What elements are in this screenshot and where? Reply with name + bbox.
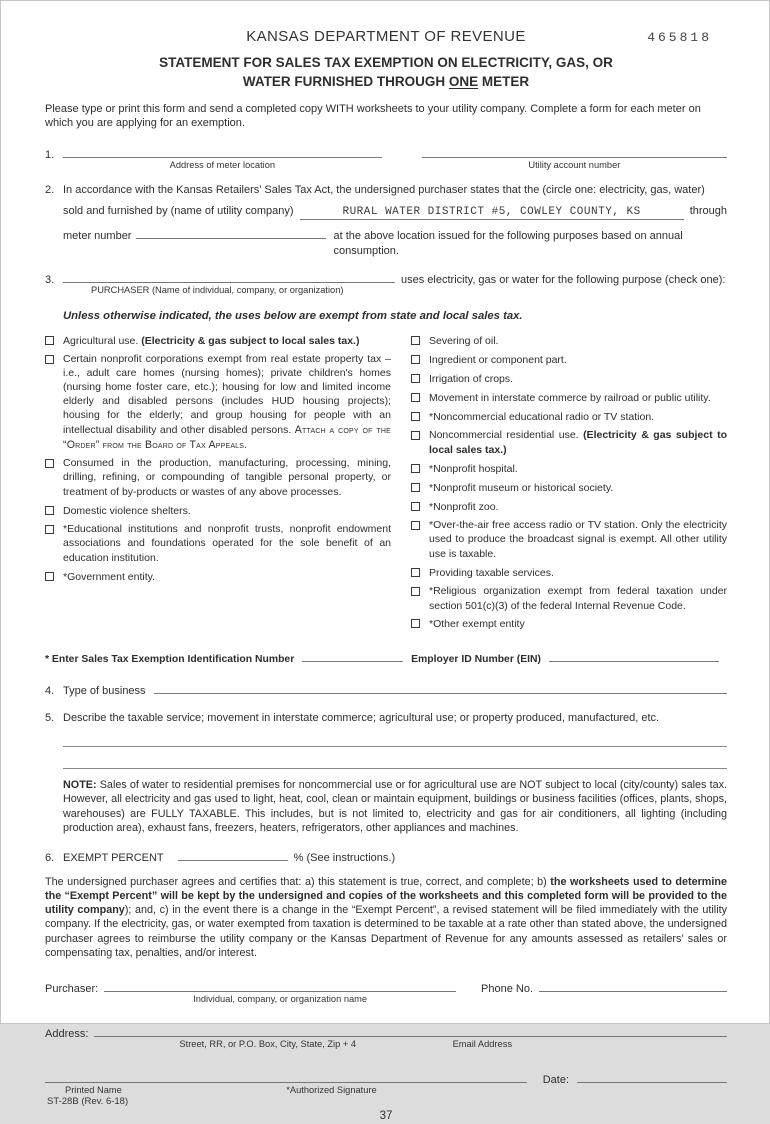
exemption-option-label: *Religious organization exempt from federal taxation under section 501(c)(3) of the federal Internal Revenue Code. xyxy=(429,584,727,612)
checkbox[interactable] xyxy=(411,393,420,402)
description-line-1[interactable] xyxy=(63,725,727,747)
item-5-number: 5. xyxy=(45,711,55,724)
options-column-right xyxy=(411,334,727,636)
item-2 xyxy=(45,183,727,258)
checkbox[interactable] xyxy=(411,483,420,492)
exemption-options xyxy=(45,334,727,636)
checkbox[interactable] xyxy=(45,355,54,364)
checkbox[interactable] xyxy=(411,336,420,345)
utility-account-field[interactable] xyxy=(422,145,727,158)
exemption-option-label: Certain nonprofit corporations exempt from real estate property tax – i.e., adult care homes (nursing homes); private children's homes (nursing home foster care, etc.); housing for low and limited income elderly and disabled persons (includes HUD housing projects); housing for the elderly; and group housing for people with an intellectual disability and other disabled persons. Attach a copy of the “Order” from the Board of Tax Appeals. xyxy=(63,353,391,451)
form-title-line-2: WATER FURNISHED THROUGH ONE METER xyxy=(242,74,530,90)
exemption-option xyxy=(411,372,727,387)
exemption-option xyxy=(45,353,391,453)
exemption-option-label: *Other exempt entity xyxy=(429,618,525,631)
purchaser-name-label: PURCHASER (Name of individual, company, or organization) xyxy=(91,285,344,296)
exemption-option xyxy=(45,570,391,585)
item-1 xyxy=(45,145,727,171)
exemption-option xyxy=(411,462,727,477)
exemption-option-label: *Nonprofit hospital. xyxy=(429,462,518,475)
purchaser-sublabel: Individual, company, or organization name xyxy=(193,994,368,1005)
meter-number-field[interactable] xyxy=(136,226,326,239)
exemption-option-label: Movement in interstate commerce by railroad or public utility. xyxy=(429,392,711,405)
exemption-option-label: Noncommercial residential use. (Electricity & gas subject to local sales tax.) xyxy=(429,429,727,456)
item-2-line-2-pre: sold and furnished by (name of utility company) xyxy=(63,204,294,217)
item-2-line-3-pre: meter number xyxy=(63,230,132,243)
exemption-option xyxy=(45,523,391,566)
signature-block xyxy=(45,964,727,1095)
exemption-option-label: *Educational institutions and nonprofit trusts, nonprofit endowment associations and foundations operated for the sole benefit of an education institution. xyxy=(63,522,391,564)
address-field[interactable] xyxy=(94,1024,727,1037)
exemption-option-label: *Noncommercial educational radio or TV station. xyxy=(429,411,655,424)
intro-text: Please type or print this form and send a completed copy WITH worksheets to your utility company. Complete a form for each meter on which you are applying for an exemption. xyxy=(45,102,701,130)
page-number: 37 xyxy=(379,1109,393,1122)
item-3 xyxy=(45,270,727,296)
item-2-number: 2. xyxy=(45,184,55,197)
exemption-option-label: *Nonprofit zoo. xyxy=(429,500,499,513)
phone-label: Phone No. xyxy=(481,983,533,996)
item-4-number: 4. xyxy=(45,685,55,698)
exemption-id-field[interactable] xyxy=(302,649,403,662)
page-footer xyxy=(45,1096,727,1124)
form-title xyxy=(45,53,727,92)
exemption-option xyxy=(411,500,727,515)
checkbox[interactable] xyxy=(45,525,54,534)
exempt-percent-field[interactable] xyxy=(178,848,288,861)
checkbox[interactable] xyxy=(411,355,420,364)
note-label: NOTE: xyxy=(63,779,97,792)
ein-field[interactable] xyxy=(549,649,719,662)
purchaser-label: Purchaser: xyxy=(45,983,99,996)
item-6-number: 6. xyxy=(45,852,55,865)
phone-field[interactable] xyxy=(539,979,727,992)
checkbox[interactable] xyxy=(45,459,54,468)
utility-account-label: Utility account number xyxy=(528,159,621,170)
underlined-one: ONE xyxy=(448,74,479,90)
exemption-option-label: *Government entity. xyxy=(63,570,156,583)
checkbox[interactable] xyxy=(411,374,420,383)
checkbox[interactable] xyxy=(411,619,420,628)
date-label: Date: xyxy=(542,1073,569,1086)
checkbox[interactable] xyxy=(411,502,420,511)
exemption-option-label: Ingredient or component part. xyxy=(429,354,567,367)
exemption-option-label: Severing of oil. xyxy=(429,335,499,348)
checkbox[interactable] xyxy=(411,464,420,473)
authorized-signature-sublabel: *Authorized Signature xyxy=(286,1084,377,1095)
checkbox[interactable] xyxy=(411,412,420,421)
exemption-option-label: *Over-the-air free access radio or TV station. Only the electricity used to produce the broadcast signal is exempt. All other utility use is taxable. xyxy=(429,518,727,560)
form-title-line-1: STATEMENT FOR SALES TAX EXEMPTION ON ELECTRICITY, GAS, OR xyxy=(159,54,613,70)
exemption-option xyxy=(411,481,727,496)
date-field[interactable] xyxy=(577,1070,727,1083)
checkbox[interactable] xyxy=(45,572,54,581)
item-3-text: uses electricity, gas or water for the following purpose (check one): xyxy=(401,274,726,287)
item-6 xyxy=(45,848,727,866)
certification-bold: the worksheets used to determine the “Exempt Percent” will be kept by the undersigned and copies of the worksheets and this completed form will be provided to the utility company xyxy=(45,875,727,917)
address-row xyxy=(45,1024,727,1050)
checkbox[interactable] xyxy=(45,506,54,515)
checkbox[interactable] xyxy=(45,336,54,345)
exemption-id-label: * Enter Sales Tax Exemption Identification Number xyxy=(45,654,295,666)
exemption-option xyxy=(411,519,727,562)
type-of-business-field[interactable] xyxy=(154,681,727,694)
purchaser-name-field[interactable] xyxy=(63,270,395,283)
exemption-option xyxy=(411,566,727,581)
note-text: Sales of water to residential premises for noncommercial use or for agricultural use are NOT subject to local (city/county) sales tax. However, all electricity and gas used to light, heat, cool, clean or maintain equipment, buildings or business facilities (offices, plants, shops, warehouses) are FULLY TAXABLE. This includes, but is not limited to, electricity and gas for air conditioners, all lighting (including production area), exhaust fans, freezers, heaters, refrigerators, other appliances and machines. xyxy=(63,779,727,834)
ein-label: Employer ID Number (EIN) xyxy=(411,654,541,666)
department-title: KANSAS DEPARTMENT OF REVENUE xyxy=(246,28,526,45)
form-code: ST-28B (Rev. 6-18) xyxy=(47,1095,129,1107)
document-number: 465818 xyxy=(647,30,712,45)
printed-name-signature-field[interactable] xyxy=(45,1070,527,1083)
exemption-option-label: Irrigation of crops. xyxy=(429,373,514,386)
address-sublabel: Street, RR, or P.O. Box, City, State, Zip + 4 xyxy=(179,1039,357,1050)
item-6-suffix: % (See instructions.) xyxy=(293,852,396,865)
exemption-option-label: Providing taxable services. xyxy=(429,566,554,579)
exemption-option xyxy=(411,334,727,349)
purchaser-row xyxy=(45,979,727,1005)
exemption-option xyxy=(411,410,727,425)
exemption-option xyxy=(45,334,391,349)
item-3-number: 3. xyxy=(45,274,55,287)
item-5 xyxy=(45,711,727,770)
exemption-option xyxy=(45,504,391,519)
checkbox[interactable] xyxy=(411,568,420,577)
item-5-label: Describe the taxable service; movement in interstate commerce; agricultural use; or property produced, manufactured, etc. xyxy=(63,711,660,724)
item-6-label: EXEMPT PERCENT xyxy=(63,852,164,865)
exemption-option xyxy=(411,617,727,632)
description-line-2[interactable] xyxy=(63,747,727,769)
exemption-option xyxy=(411,353,727,368)
printed-name-sublabel: Printed Name xyxy=(65,1084,122,1095)
item-4 xyxy=(45,681,727,699)
meter-address-label: Address of meter location xyxy=(169,159,276,170)
item-2-line-3-post: at the above location issued for the following purposes based on annual consumption. xyxy=(333,230,683,257)
exemption-option-label: Consumed in the production, manufacturing, processing, mining, drilling, refining, or compounding of tangible personal property, or treatment of by-products or wastes of any above processes. xyxy=(63,456,391,498)
exemption-option xyxy=(411,429,727,458)
uses-heading: Unless otherwise indicated, the uses below are exempt from state and local sales tax. xyxy=(63,310,523,323)
header xyxy=(45,27,727,47)
utility-company-field[interactable] xyxy=(300,204,684,221)
certification-paragraph: The undersigned purchaser agrees and certifies that: a) this statement is true, correct, and complete; b) the worksheets used to determine the “Exempt Percent” will be kept by the undersigned and copies of the worksheets and this completed form will be provided to the utility company); and, c) in the event there is a change in the “Exempt Percent”, a revised statement will be filed immediately with the utility company. If the electricity, gas, or water exempted from taxation is determined to be taxable at a rate other than stated above, the undersigned purchaser agrees to reimburse the utility company or the Kansas Department of Revenue for any amounts assessed as retailers’ sales or compensating tax, penalties, and/or interest. xyxy=(45,875,727,959)
note-paragraph xyxy=(63,778,727,835)
options-column-left xyxy=(45,334,391,636)
checkbox[interactable] xyxy=(411,431,420,440)
signature-row xyxy=(45,1070,727,1096)
exemption-option-label: Agricultural use. (Electricity & gas subject to local sales tax.) xyxy=(63,335,360,348)
purchaser-field[interactable] xyxy=(104,979,456,992)
checkbox[interactable] xyxy=(411,521,420,530)
item-2-line-2-post: through xyxy=(689,204,727,217)
checkbox[interactable] xyxy=(411,587,420,596)
tax-id-row xyxy=(45,649,727,667)
exemption-option-label: *Nonprofit museum or historical society. xyxy=(429,481,614,494)
address-label: Address: xyxy=(45,1028,89,1041)
item-1-number: 1. xyxy=(45,148,55,161)
email-sublabel: Email Address xyxy=(452,1039,512,1050)
item-2-line-1: In accordance with the Kansas Retailers’ Sales Tax Act, the undersigned purchaser states that the (circle one: electricity, gas, water) xyxy=(63,184,705,197)
exemption-option xyxy=(45,457,391,500)
exemption-option xyxy=(411,585,727,614)
exemption-option-label: Domestic violence shelters. xyxy=(63,504,191,517)
meter-address-field[interactable] xyxy=(63,145,382,158)
exemption-option xyxy=(411,391,727,406)
utility-company-value: RURAL WATER DISTRICT #5, COWLEY COUNTY, KS xyxy=(342,205,641,218)
item-4-label: Type of business xyxy=(63,685,146,698)
